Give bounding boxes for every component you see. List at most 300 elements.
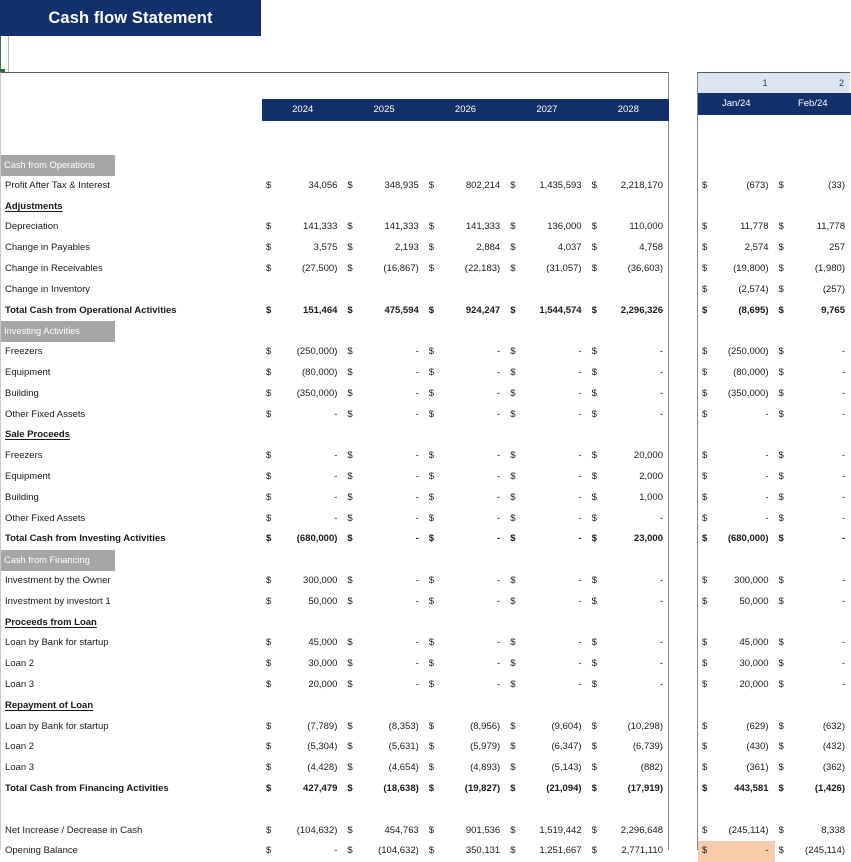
annual-value-cell[interactable] [343,363,424,384]
monthly-value-cell[interactable] [775,592,851,613]
currency-symbol: $ [592,217,597,238]
annual-value-cell[interactable] [588,571,669,592]
currency-symbol: $ [347,592,352,613]
monthly-value-cell[interactable] [775,821,851,842]
cell-value: - [497,388,500,399]
cell-value: (19,827) [465,783,500,794]
row-label[interactable]: Other Fixed Assets [5,405,85,426]
cell-value: 348,935 [384,180,418,191]
table-row [1,841,668,862]
annual-value-cell[interactable] [343,467,424,488]
cell-value: - [334,409,337,420]
cell-value: - [497,637,500,648]
currency-symbol: $ [779,592,784,613]
cell-value: - [416,596,419,607]
annual-value-cell[interactable] [425,217,506,238]
annual-value-cell[interactable] [343,717,424,738]
currency-symbol: $ [347,654,352,675]
annual-value-cell[interactable] [262,654,343,675]
annual-value-cell[interactable] [343,446,424,467]
annual-value-cell[interactable] [506,363,587,384]
currency-symbol: $ [510,446,515,467]
currency-symbol: $ [510,238,515,259]
currency-symbol: $ [510,529,515,550]
row-label[interactable]: Investing Activities [1,321,115,342]
row-label[interactable]: Total Cash from Investing Activities [5,529,165,550]
annual-value-cell[interactable] [343,488,424,509]
row-label[interactable]: Depreciation [5,217,58,238]
monthly-value-cell[interactable] [775,779,851,800]
annual-value-cell[interactable] [262,758,343,779]
currency-symbol: $ [702,488,707,509]
annual-value-cell[interactable] [262,821,343,842]
monthly-value-cell[interactable] [698,405,775,426]
annual-value-cell[interactable] [588,737,669,758]
cell-value: 2,771,110 [621,845,663,856]
annual-value-cell[interactable] [343,841,424,862]
annual-value-cell[interactable] [588,779,669,800]
monthly-value-cell[interactable] [775,509,851,530]
annual-value-cell[interactable] [343,592,424,613]
annual-value-cell[interactable] [343,176,424,197]
annual-value-cell[interactable] [506,737,587,758]
annual-value-cell[interactable] [425,633,506,654]
annual-value-cell[interactable] [425,592,506,613]
annual-value-cell[interactable] [506,446,587,467]
currency-symbol: $ [779,509,784,530]
annual-value-cell[interactable] [506,821,587,842]
annual-value-cell[interactable] [506,384,587,405]
annual-value-cell[interactable] [588,384,669,405]
annual-value-cell[interactable] [506,217,587,238]
row-label[interactable]: Sale Proceeds [5,425,70,446]
monthly-value-cell[interactable] [698,259,775,280]
cell-value: - [497,346,500,357]
annual-value-cell[interactable] [262,779,343,800]
cell-value: 141,333 [466,221,500,232]
monthly-value-cell[interactable] [698,509,775,530]
monthly-value-cell[interactable] [698,363,775,384]
annual-value-cell[interactable] [425,301,506,322]
row-label[interactable]: Loan 2 [5,654,34,675]
annual-value-cell[interactable] [425,779,506,800]
currency-symbol: $ [347,509,352,530]
annual-value-cell[interactable] [588,509,669,530]
annual-value-cell[interactable] [588,363,669,384]
currency-symbol: $ [779,259,784,280]
currency-symbol: $ [779,301,784,322]
annual-value-cell[interactable] [506,259,587,280]
annual-value-cell[interactable] [588,488,669,509]
monthly-value-cell[interactable] [775,301,851,322]
row-label[interactable]: Equipment [5,467,50,488]
annual-value-cell[interactable] [588,654,669,675]
cell-value: (5,304) [307,741,337,752]
annual-value-cell[interactable] [425,571,506,592]
annual-value-cell[interactable] [262,633,343,654]
monthly-value-cell[interactable] [775,446,851,467]
annual-value-cell[interactable] [506,509,587,530]
page-title: Cash flow Statement [48,9,212,28]
annual-value-cell[interactable] [588,259,669,280]
row-label[interactable]: Total Cash from Financing Activities [5,779,169,800]
table-row [698,467,850,488]
annual-value-cell[interactable] [262,509,343,530]
annual-value-cell[interactable] [506,841,587,862]
annual-value-cell[interactable] [588,217,669,238]
currency-symbol: $ [429,779,434,800]
monthly-value-cell[interactable] [698,446,775,467]
annual-value-cell[interactable] [343,758,424,779]
annual-value-cell[interactable] [343,509,424,530]
currency-symbol: $ [702,342,707,363]
row-label[interactable]: Change in Payables [5,238,90,259]
annual-value-cell[interactable] [425,467,506,488]
annual-value-cell[interactable] [588,405,669,426]
monthly-value-cell[interactable] [775,259,851,280]
annual-value-cell[interactable] [425,841,506,862]
monthly-value-cell[interactable] [698,592,775,613]
table-row [698,509,850,530]
monthly-value-cell[interactable] [775,529,851,550]
annual-value-cell[interactable] [425,259,506,280]
row-label[interactable]: Investment by the Owner [5,571,111,592]
currency-symbol: $ [266,717,271,738]
sheet-title-banner [0,0,261,36]
annual-value-cell[interactable] [506,405,587,426]
monthly-value-cell[interactable] [698,342,775,363]
annual-value-cell[interactable] [588,176,669,197]
row-label[interactable]: Loan 2 [5,737,34,758]
cell-value: - [660,679,663,690]
annual-value-cell[interactable] [425,238,506,259]
annual-value-cell[interactable] [425,821,506,842]
annual-value-cell[interactable] [425,176,506,197]
annual-header-cell[interactable]: 2026 [425,99,506,121]
annual-value-cell[interactable] [425,737,506,758]
annual-value-cell[interactable] [262,384,343,405]
currency-symbol: $ [510,758,515,779]
table-row [698,238,850,259]
monthly-value-cell[interactable] [698,675,775,696]
monthly-value-cell[interactable] [698,217,775,238]
annual-value-cell[interactable] [343,342,424,363]
annual-value-cell[interactable] [343,405,424,426]
annual-value-cell[interactable] [262,342,343,363]
monthly-value-cell[interactable] [775,467,851,488]
cell-value: - [578,388,581,399]
monthly-value-cell[interactable] [775,758,851,779]
monthly-value-cell[interactable] [775,675,851,696]
row-label[interactable]: Profit After Tax & Interest [5,176,110,197]
annual-value-cell[interactable] [343,238,424,259]
annual-value-cell[interactable] [262,675,343,696]
cell-value: - [578,575,581,586]
row-label[interactable]: Repayment of Loan [5,696,93,717]
annual-value-cell[interactable] [425,384,506,405]
annual-value-cell[interactable] [425,675,506,696]
annual-value-cell[interactable] [588,238,669,259]
currency-symbol: $ [510,176,515,197]
cell-value: 1,251,667 [539,845,581,856]
annual-value-cell[interactable] [588,301,669,322]
cell-value: - [842,513,845,524]
annual-value-cell[interactable] [343,259,424,280]
row-label[interactable]: Equipment [5,363,50,384]
annual-value-cell[interactable] [506,779,587,800]
currency-symbol: $ [266,571,271,592]
cell-value: - [842,346,845,357]
annual-value-cell[interactable] [506,488,587,509]
cell-value: 901,536 [466,825,500,836]
cell-value: - [660,575,663,586]
monthly-value-cell[interactable] [698,238,775,259]
monthly-header-cell[interactable]: Jan/24 [698,93,775,115]
currency-symbol: $ [702,841,707,862]
row-label[interactable]: Freezers [5,446,42,467]
annual-value-cell[interactable] [588,675,669,696]
annual-value-cell[interactable] [343,675,424,696]
currency-symbol: $ [347,405,352,426]
currency-symbol: $ [592,342,597,363]
annual-value-cell[interactable] [506,529,587,550]
row-label[interactable]: Loan 3 [5,675,34,696]
annual-value-cell[interactable] [506,176,587,197]
annual-value-cell[interactable] [343,301,424,322]
cell-value: 20,000 [308,679,337,690]
annual-value-cell[interactable] [262,238,343,259]
annual-header-cell[interactable]: 2025 [343,99,424,121]
annual-value-cell[interactable] [343,821,424,842]
annual-value-cell[interactable] [425,363,506,384]
annual-value-cell[interactable] [506,467,587,488]
annual-value-cell[interactable] [343,779,424,800]
monthly-value-cell[interactable] [698,717,775,738]
currency-symbol: $ [779,633,784,654]
currency-symbol: $ [347,446,352,467]
monthly-value-cell[interactable] [775,717,851,738]
monthly-value-cell[interactable] [775,363,851,384]
cell-value: - [497,513,500,524]
monthly-value-cell[interactable] [698,488,775,509]
monthly-value-cell[interactable] [775,571,851,592]
monthly-value-cell[interactable] [775,633,851,654]
annual-value-cell[interactable] [425,488,506,509]
cell-value: - [416,450,419,461]
monthly-value-cell[interactable] [775,238,851,259]
cell-value: 2,296,326 [621,305,663,316]
monthly-value-cell[interactable] [775,217,851,238]
annual-value-cell[interactable] [343,571,424,592]
monthly-value-cell[interactable] [698,467,775,488]
currency-symbol: $ [266,509,271,530]
currency-symbol: $ [779,737,784,758]
cell-value: - [416,492,419,503]
row-label[interactable]: Loan 3 [5,758,34,779]
monthly-value-cell[interactable] [775,737,851,758]
annual-value-cell[interactable] [262,301,343,322]
currency-symbol: $ [510,342,515,363]
currency-symbol: $ [702,675,707,696]
monthly-value-cell[interactable] [698,571,775,592]
monthly-value-cell[interactable] [698,529,775,550]
currency-symbol: $ [510,405,515,426]
annual-value-cell[interactable] [588,446,669,467]
annual-value-cell[interactable] [262,841,343,862]
annual-value-cell[interactable] [262,176,343,197]
annual-header-row [262,99,669,121]
row-label[interactable]: Other Fixed Assets [5,509,85,530]
annual-value-cell[interactable] [343,529,424,550]
annual-header-cell[interactable]: 2027 [506,99,587,121]
cell-value: (80,000) [302,367,337,378]
monthly-value-cell[interactable] [698,301,775,322]
monthly-index-cell: 1 [698,73,775,93]
monthly-value-cell[interactable] [775,488,851,509]
monthly-value-cell[interactable] [775,342,851,363]
annual-value-cell[interactable] [506,571,587,592]
annual-value-cell[interactable] [588,821,669,842]
currency-symbol: $ [347,821,352,842]
annual-value-cell[interactable] [425,405,506,426]
row-label[interactable]: Proceeds from Loan [5,613,97,634]
cell-value: (250,000) [728,346,769,357]
currency-symbol: $ [779,405,784,426]
annual-value-cell[interactable] [262,592,343,613]
annual-value-cell[interactable] [425,446,506,467]
annual-value-cell[interactable] [425,529,506,550]
annual-value-cell[interactable] [262,737,343,758]
cell-value: (104,632) [297,825,338,836]
table-row [1,342,668,363]
row-label[interactable]: Loan by Bank for startup [5,633,109,654]
annual-value-cell[interactable] [262,259,343,280]
annual-value-cell[interactable] [588,633,669,654]
annual-value-cell[interactable] [506,717,587,738]
currency-symbol: $ [702,280,707,301]
annual-value-cell[interactable] [588,592,669,613]
annual-value-cell[interactable] [506,675,587,696]
row-label[interactable]: Net Increase / Decrease in Cash [5,821,142,842]
annual-value-cell[interactable] [343,633,424,654]
annual-columns-table [0,72,669,850]
annual-value-cell[interactable] [506,301,587,322]
annual-value-cell[interactable] [343,654,424,675]
annual-value-cell[interactable] [425,509,506,530]
annual-value-cell[interactable] [506,342,587,363]
row-label[interactable]: Change in Receivables [5,259,103,280]
annual-value-cell[interactable] [588,717,669,738]
annual-value-cell[interactable] [343,737,424,758]
monthly-value-cell[interactable] [698,280,775,301]
monthly-value-cell[interactable] [698,654,775,675]
table-row [1,405,668,426]
row-label[interactable]: Adjustments [5,197,63,218]
monthly-value-cell[interactable] [775,176,851,197]
annual-value-cell[interactable] [262,717,343,738]
annual-value-cell[interactable] [506,633,587,654]
row-label[interactable]: Building [5,384,39,405]
cell-value: 141,333 [303,221,337,232]
annual-header-cell[interactable]: 2028 [588,99,669,121]
cell-value: - [842,367,845,378]
currency-symbol: $ [429,446,434,467]
annual-value-cell[interactable] [425,717,506,738]
annual-value-cell[interactable] [588,529,669,550]
monthly-value-cell[interactable] [698,384,775,405]
currency-symbol: $ [266,488,271,509]
currency-symbol: $ [429,259,434,280]
annual-value-cell[interactable] [588,758,669,779]
monthly-value-cell[interactable] [698,176,775,197]
row-label[interactable]: Cash from Operations [1,155,115,176]
annual-value-cell[interactable] [343,217,424,238]
annual-value-cell[interactable] [425,758,506,779]
monthly-value-cell[interactable] [698,737,775,758]
annual-value-cell[interactable] [588,342,669,363]
currency-symbol: $ [779,342,784,363]
monthly-value-cell[interactable] [775,654,851,675]
annual-value-cell[interactable] [506,758,587,779]
monthly-value-cell[interactable] [698,633,775,654]
annual-header-cell[interactable]: 2024 [262,99,343,121]
monthly-value-cell[interactable] [698,779,775,800]
annual-value-cell[interactable] [343,384,424,405]
monthly-value-cell[interactable] [775,384,851,405]
monthly-value-cell[interactable] [775,841,851,862]
annual-value-cell[interactable] [425,342,506,363]
cell-value: 2,193 [395,242,419,253]
row-label[interactable]: Cash from Financing [1,550,115,571]
currency-symbol: $ [429,841,434,862]
table-row [1,384,668,405]
annual-value-cell[interactable] [262,467,343,488]
annual-value-cell[interactable] [262,363,343,384]
annual-value-cell[interactable] [262,217,343,238]
cell-value: 50,000 [308,596,337,607]
row-label[interactable]: Total Cash from Operational Activities [5,301,177,322]
annual-value-cell[interactable] [262,446,343,467]
row-label[interactable]: Freezers [5,342,42,363]
monthly-value-cell[interactable] [698,821,775,842]
currency-symbol: $ [702,654,707,675]
monthly-value-cell[interactable] [775,405,851,426]
row-label[interactable]: Opening Balance [5,841,78,862]
cell-value: (8,353) [389,721,419,732]
row-label[interactable]: Investment by investort 1 [5,592,111,613]
annual-value-cell[interactable] [262,529,343,550]
annual-value-cell[interactable] [588,841,669,862]
annual-value-cell[interactable] [506,654,587,675]
cell-value: - [842,450,845,461]
currency-symbol: $ [429,176,434,197]
annual-value-cell[interactable] [262,571,343,592]
annual-value-cell[interactable] [262,488,343,509]
annual-value-cell[interactable] [425,654,506,675]
table-row [698,675,850,696]
row-label[interactable]: Loan by Bank for startup [5,717,109,738]
monthly-value-cell[interactable] [775,280,851,301]
row-label[interactable]: Change in Inventory [5,280,90,301]
annual-value-cell[interactable] [506,592,587,613]
annual-value-cell[interactable] [262,405,343,426]
annual-value-cell[interactable] [506,238,587,259]
annual-value-cell[interactable] [588,467,669,488]
monthly-value-cell[interactable] [698,841,775,862]
row-label[interactable]: Building [5,488,39,509]
monthly-header-cell[interactable]: Feb/24 [775,93,851,115]
monthly-value-cell[interactable] [698,758,775,779]
